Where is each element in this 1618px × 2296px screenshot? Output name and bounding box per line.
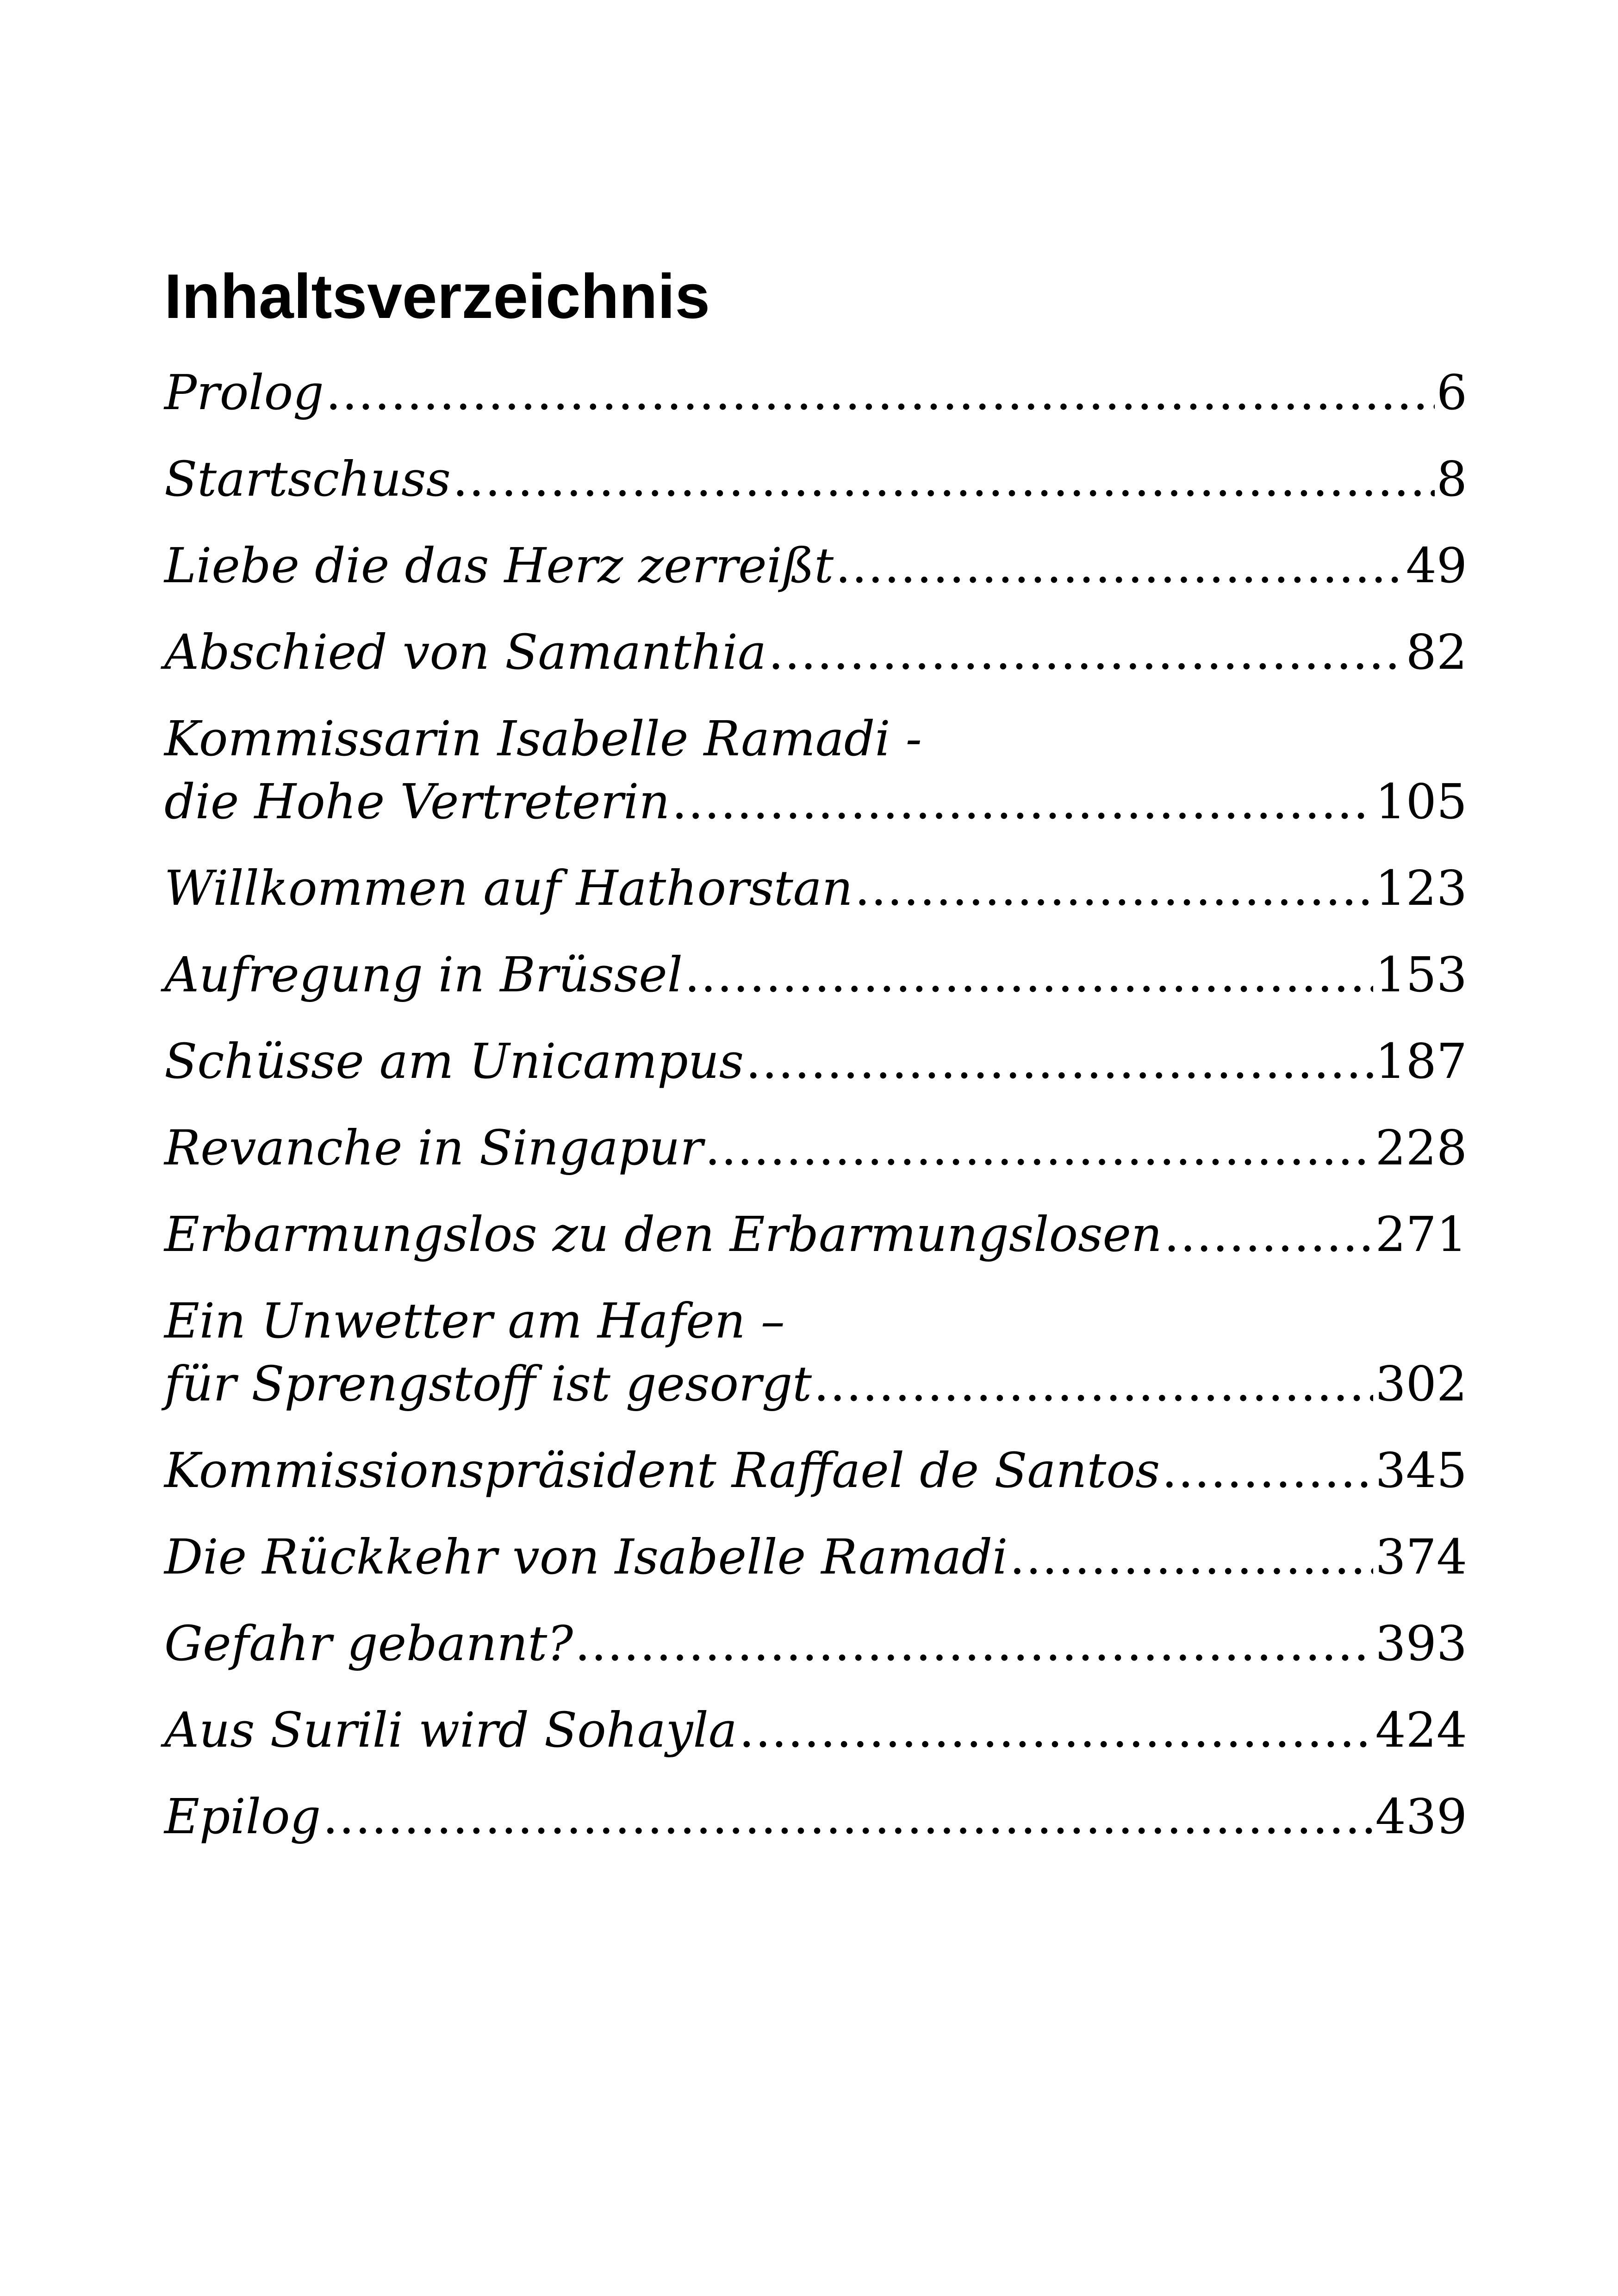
toc-entry-page-number: 49 (1406, 537, 1467, 594)
toc-entry-line (164, 1030, 1467, 1093)
toc-entry-line (164, 448, 1467, 510)
dot-leader (672, 770, 1374, 833)
toc-entry-title: Prolog (164, 364, 324, 421)
toc-entry-page-number: 8 (1436, 451, 1467, 507)
dot-leader (323, 1785, 1373, 1848)
toc-entry-line (164, 621, 1467, 684)
toc-entry-aufregung (164, 943, 1467, 1006)
toc-entry-prolog (164, 361, 1467, 424)
toc-entry-line (164, 1525, 1467, 1588)
toc-entry-title: Aufregung in Brüssel (164, 946, 683, 1003)
dot-leader (1162, 1439, 1373, 1502)
toc-entry-surili (164, 1699, 1467, 1761)
toc-entry-line (164, 857, 1467, 920)
toc-entry-line (164, 1116, 1467, 1179)
toc-entry-page-number: 374 (1375, 1529, 1467, 1585)
toc-entry-line (164, 534, 1467, 597)
toc-entry-title: Kommissionspräsident Raffael de Santos (164, 1442, 1160, 1499)
toc-entry-title: Startschuss (164, 451, 451, 507)
toc-entry-title: Aus Surili wird Sohayla (164, 1702, 737, 1758)
toc-entry-page-number: 82 (1406, 624, 1467, 680)
toc-entry-page-number: 439 (1375, 1788, 1467, 1845)
toc-entry-title: Revanche in Singapur (164, 1120, 703, 1176)
dot-leader (705, 1116, 1373, 1179)
toc-entry-title: die Hohe Vertreterin (164, 773, 670, 830)
toc-entry-page-number: 393 (1375, 1615, 1467, 1672)
toc-entry-title: Schüsse am Unicampus (164, 1033, 744, 1089)
toc-entry-line (164, 1203, 1467, 1266)
toc-entry-page-number: 271 (1375, 1206, 1467, 1263)
toc-heading: Inhaltsverzeichnis (164, 261, 710, 331)
dot-leader (855, 857, 1374, 920)
toc-entry-line (164, 1612, 1467, 1675)
toc-entry-unwetter (164, 1289, 1467, 1415)
toc-entry-line (164, 1699, 1467, 1761)
toc-entry-kommissarin (164, 707, 1467, 833)
toc-entry-page-number: 6 (1436, 364, 1467, 421)
toc-entry-liebe (164, 534, 1467, 597)
toc-entry-title: für Sprengstoff ist gesorgt (164, 1356, 812, 1412)
toc-entry-title: Die Rückkehr von Isabelle Ramadi (164, 1529, 1008, 1585)
toc-entry-title-line: Kommissarin Isabelle Ramadi - (164, 710, 922, 767)
toc-entry-line (164, 943, 1467, 1006)
toc-entry-line (164, 1439, 1467, 1502)
dot-leader (575, 1612, 1373, 1675)
toc-entry-abschied (164, 621, 1467, 684)
dot-leader (746, 1030, 1373, 1093)
toc-entry-page-number: 424 (1375, 1702, 1467, 1758)
toc-entry-title: Gefahr gebannt? (164, 1615, 573, 1672)
dot-leader (739, 1699, 1374, 1761)
toc-entry-page-number: 187 (1375, 1033, 1467, 1089)
toc-entry-line (164, 1785, 1467, 1848)
toc-entry-kommissionspraesident (164, 1439, 1467, 1502)
toc-entry-revanche (164, 1116, 1467, 1179)
toc-entry-startschuss (164, 448, 1467, 510)
toc-entry-line (164, 770, 1467, 833)
toc-entry-page-number: 345 (1375, 1442, 1467, 1499)
dot-leader (768, 621, 1404, 684)
toc-entry-title: Liebe die das Herz zerreißt (164, 537, 834, 594)
toc-entry-page-number: 228 (1375, 1120, 1467, 1176)
toc-entry-title-line: Ein Unwetter am Hafen – (164, 1293, 785, 1349)
toc-entry-gefahr (164, 1612, 1467, 1675)
toc-entry-title: Epilog (164, 1788, 321, 1845)
toc-entry-line (164, 361, 1467, 424)
toc-entry-rueckkehr (164, 1525, 1467, 1588)
toc-entry-erbarmungslos (164, 1203, 1467, 1266)
dot-leader (685, 943, 1374, 1006)
toc-entry-page-number: 153 (1375, 946, 1467, 1003)
dot-leader (814, 1352, 1373, 1415)
table-of-contents (164, 361, 1467, 1872)
toc-entry-page-number: 105 (1375, 773, 1467, 830)
toc-entry-line (164, 1352, 1467, 1415)
toc-entry-page-number: 123 (1375, 860, 1467, 916)
dot-leader (326, 361, 1435, 424)
toc-entry-title: Abschied von Samanthia (164, 624, 767, 680)
toc-entry-epilog (164, 1785, 1467, 1848)
dot-leader (453, 448, 1435, 510)
toc-entry-schuesse (164, 1030, 1467, 1093)
toc-entry-title: Erbarmungslos zu den Erbarmungslosen (164, 1206, 1162, 1263)
dot-leader (835, 534, 1404, 597)
toc-entry-willkommen (164, 857, 1467, 920)
toc-entry-title: Willkommen auf Hathorstan (164, 860, 853, 916)
toc-entry-page-number: 302 (1375, 1356, 1467, 1412)
dot-leader (1164, 1203, 1374, 1266)
dot-leader (1009, 1525, 1373, 1588)
